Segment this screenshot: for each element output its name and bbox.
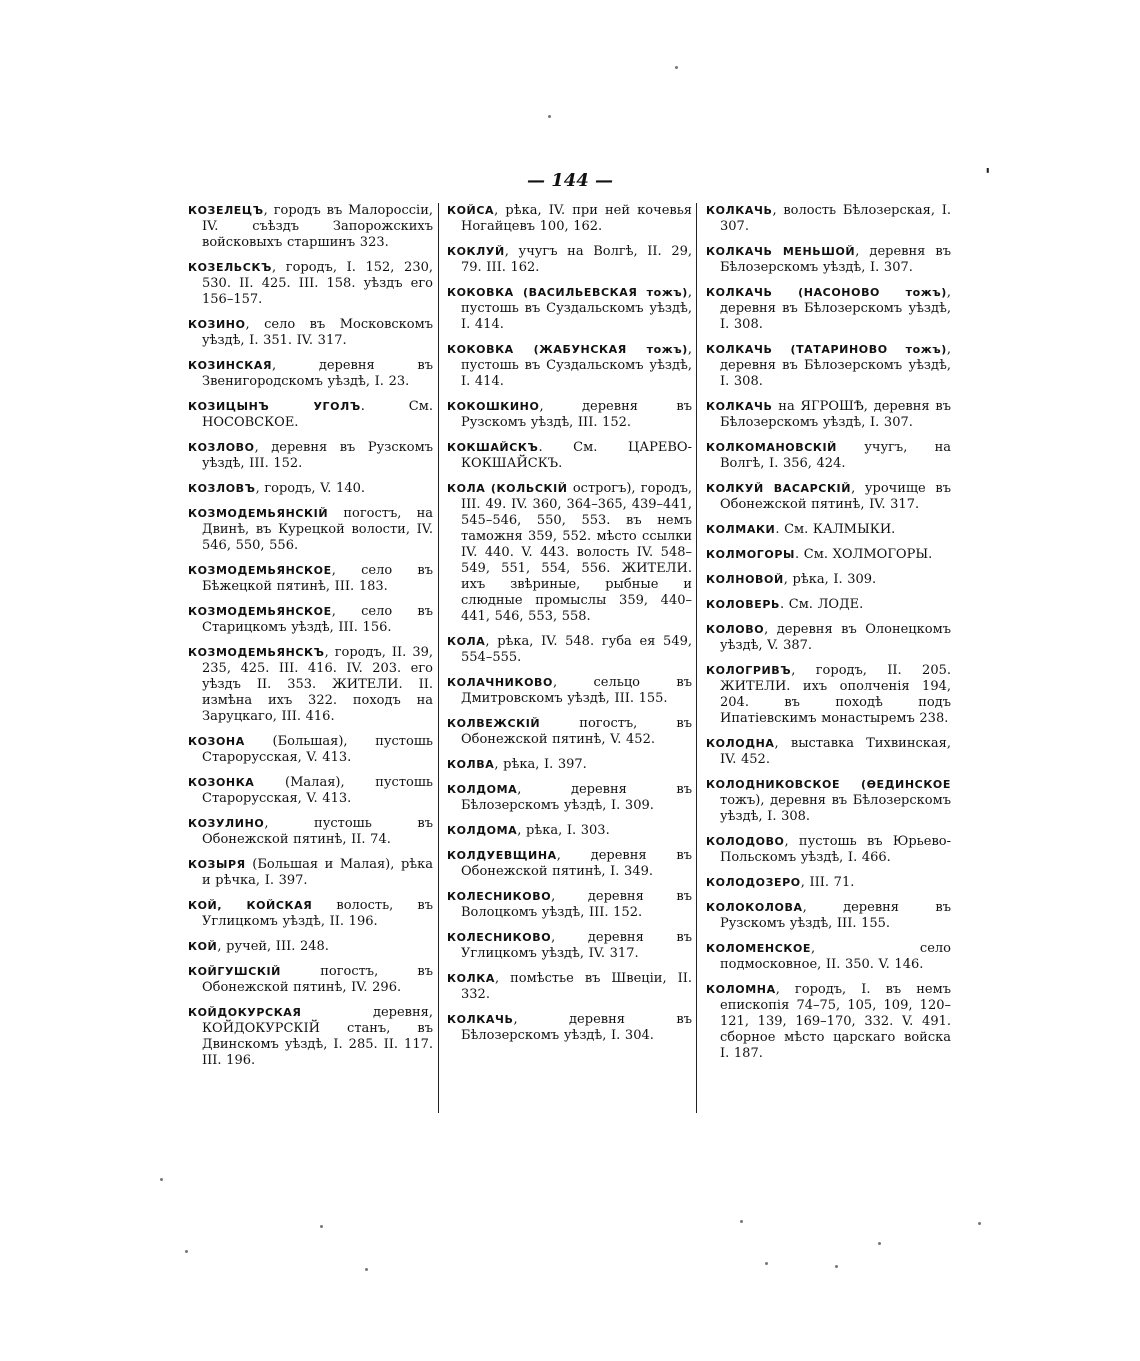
index-entry bbox=[188, 964, 433, 996]
entry-headword: КОЛОДОЗЕРО bbox=[706, 876, 801, 889]
index-entry bbox=[447, 440, 692, 472]
entry-headword: КОЗЛОВЪ bbox=[188, 482, 256, 495]
entry-headword: КОЛДУЕВЩИНА bbox=[447, 849, 557, 862]
index-entry bbox=[188, 440, 433, 472]
index-entry bbox=[706, 834, 951, 866]
entry-headword: КОЛВЕЖСКІЙ bbox=[447, 717, 541, 730]
scan-speck bbox=[878, 1242, 881, 1245]
entry-text: , село подмосковное, II. 350. V. 146. bbox=[720, 941, 951, 972]
entry-headword: КОЛА bbox=[447, 635, 486, 648]
entry-text: , деревня въ Бѣлозерскомъ уѣздѣ, I. 309. bbox=[461, 782, 692, 813]
index-column-3 bbox=[706, 203, 951, 1071]
entry-headword: КОЗИНО bbox=[188, 318, 246, 331]
index-entry bbox=[447, 782, 692, 814]
index-entry bbox=[706, 982, 951, 1062]
entry-text: , помѣстье въ Швеціи, II. 332. bbox=[461, 971, 692, 1002]
entry-text: , учугъ на Волгѣ, II. 29, 79. III. 162. bbox=[461, 244, 692, 275]
entry-headword: КОЛКАЧЬ bbox=[706, 400, 773, 413]
entry-text: , пустошь въ Обонежской пятинѣ, II. 74. bbox=[202, 816, 433, 847]
index-entry bbox=[447, 823, 692, 839]
index-entry bbox=[706, 736, 951, 768]
entry-headword: КОЛОДНА bbox=[706, 737, 775, 750]
entry-text: , деревня въ Бѣлозерскомъ уѣздѣ, I. 308. bbox=[720, 342, 951, 389]
entry-headword: КОЛОДНИКОВСКОЕ (ѲЕДИНСКОЕ bbox=[706, 778, 951, 791]
entry-headword: КОЛВА bbox=[447, 758, 495, 771]
entry-text: , сельцо въ Дмитровскомъ уѣздѣ, III. 155. bbox=[461, 675, 692, 706]
index-entry bbox=[706, 342, 951, 390]
index-entry bbox=[188, 358, 433, 390]
column-divider bbox=[438, 203, 439, 1113]
entry-headword: КОЗМОДЕМЬЯНСКОЕ bbox=[188, 564, 332, 577]
index-entry bbox=[447, 889, 692, 921]
entry-headword: КОЛОВО bbox=[706, 623, 765, 636]
index-entry bbox=[706, 622, 951, 654]
scan-speck bbox=[160, 1178, 163, 1181]
entry-text: , городъ, I. 152, 230, 530. II. 425. III. 158. уѣздъ его 156–157. bbox=[202, 260, 433, 307]
entry-text: , деревня въ Обонежской пятинѣ, I. 349. bbox=[461, 848, 692, 879]
entry-headword: КОЛЕСНИКОВО bbox=[447, 931, 552, 944]
index-entry bbox=[188, 203, 433, 251]
entry-text: , пустошь въ Суздальскомъ уѣздѣ, I. 414. bbox=[461, 285, 692, 332]
entry-headword: КОЗЫРЯ bbox=[188, 858, 246, 871]
entry-text: , городъ, I. въ немъ епископія 74–75, 105, 109, 120–121, 139, 169–170, 332. V. 491. сборное мѣсто царскаго войска I. 187. bbox=[720, 982, 951, 1061]
entry-text: , рѣка, IV. при ней кочевья Ногайцевъ 100, 162. bbox=[461, 203, 692, 234]
entry-text: острогъ), городъ, III. 49. IV. 360, 364–365, 439–441, 545–546, 550, 553. въ немъ таможня 359, 552. мѣсто ссылки IV. 440. V. 443. волость IV. 548–549, 551, 554, 556. ЖИТЕЛИ. ихъ звѣриные, рыбные и слюдные промыслы 359, 440–441, 546, 553, 558. bbox=[461, 481, 692, 624]
entry-text: , деревня въ Рузскомъ уѣздѣ, III. 152. bbox=[461, 399, 692, 430]
entry-text: , деревня въ Волоцкомъ уѣздѣ, III. 152. bbox=[461, 889, 692, 920]
index-entry bbox=[706, 399, 951, 431]
entry-text: (Большая и Малая), рѣка и рѣчка, I. 397. bbox=[202, 857, 433, 888]
index-entry bbox=[447, 481, 692, 625]
entry-text: , деревня въ Рузскомъ уѣздѣ, III. 152. bbox=[202, 440, 433, 471]
scan-speck bbox=[978, 1222, 981, 1225]
entry-headword: КОЛМОГОРЫ bbox=[706, 548, 795, 561]
entry-text: . См. КАЛМЫКИ. bbox=[775, 522, 896, 537]
index-entry bbox=[706, 481, 951, 513]
entry-headword: КОЛКАЧЬ bbox=[447, 1013, 514, 1026]
entry-headword: КОЗИНСКАЯ bbox=[188, 359, 273, 372]
entry-text: , городъ, V. 140. bbox=[255, 481, 365, 496]
index-entry bbox=[706, 663, 951, 727]
entry-headword: КОЗОНКА bbox=[188, 776, 255, 789]
entry-headword: КОЛКАЧЬ МЕНЬШОЙ bbox=[706, 245, 856, 258]
scan-speck bbox=[365, 1268, 368, 1271]
scan-speck bbox=[185, 1250, 188, 1253]
index-column-1 bbox=[188, 203, 433, 1078]
entry-headword: КОЛОВЕРЬ bbox=[706, 598, 780, 611]
entry-text: , пустошь въ Суздальскомъ уѣздѣ, I. 414. bbox=[461, 342, 692, 389]
entry-headword: КОЙГУШСКІЙ bbox=[188, 965, 281, 978]
entry-headword: КОЛКОМАНОВСКІЙ bbox=[706, 441, 837, 454]
entry-headword: КОЛКАЧЬ (ТАТАРИНОВО тожъ) bbox=[706, 343, 947, 356]
entry-text: , рѣка, I. 309. bbox=[783, 572, 877, 587]
index-entry bbox=[447, 675, 692, 707]
entry-headword: КОЗУЛИНО bbox=[188, 817, 265, 830]
index-entry bbox=[706, 900, 951, 932]
scan-speck bbox=[740, 1220, 743, 1223]
scan-speck bbox=[835, 1265, 838, 1268]
index-entry bbox=[706, 597, 951, 613]
entry-headword: КОКОВКА (ВАСИЛЬЕВСКАЯ тожъ) bbox=[447, 286, 688, 299]
entry-text: , выставка Тихвинская, IV. 452. bbox=[720, 736, 951, 767]
entry-text: погостъ, въ Обонежской пятинѣ, V. 452. bbox=[461, 716, 692, 747]
entry-headword: КОЛОГРИВЪ bbox=[706, 664, 792, 677]
entry-headword: КОЛНОВОЙ bbox=[706, 573, 784, 586]
index-entry bbox=[706, 547, 951, 563]
entry-text: , село въ Старицкомъ уѣздѣ, III. 156. bbox=[202, 604, 433, 635]
scan-speck bbox=[548, 115, 551, 118]
index-entry bbox=[447, 930, 692, 962]
entry-text: тожъ), деревня въ Бѣлозерскомъ уѣздѣ, I. 308. bbox=[720, 793, 951, 824]
index-entry bbox=[188, 317, 433, 349]
index-entry bbox=[447, 399, 692, 431]
entry-text: (Большая), пустошь Старорусская, V. 413. bbox=[202, 734, 433, 765]
entry-headword: КОКШАЙСКЪ bbox=[447, 441, 539, 454]
index-entry bbox=[447, 971, 692, 1003]
entry-headword: КОЗЕЛЕЦЪ bbox=[188, 204, 264, 217]
index-entry bbox=[188, 734, 433, 766]
entry-headword: КОЗИЦЫНЪ УГОЛЪ bbox=[188, 400, 361, 413]
entry-text: , рѣка, IV. 548. губа ея 549, 554–555. bbox=[461, 634, 692, 665]
index-entry bbox=[188, 604, 433, 636]
scan-speck bbox=[675, 66, 678, 69]
entry-headword: КОЛЕСНИКОВО bbox=[447, 890, 552, 903]
entry-text: , село въ Бѣжецкой пятинѣ, III. 183. bbox=[202, 563, 433, 594]
entry-headword: КОЙ, КОЙСКАЯ bbox=[188, 899, 313, 912]
entry-text: , III. 71. bbox=[800, 875, 855, 890]
scan-speck bbox=[320, 1225, 323, 1228]
index-entry bbox=[188, 775, 433, 807]
index-entry bbox=[706, 285, 951, 333]
index-entry bbox=[706, 522, 951, 538]
index-entry bbox=[447, 203, 692, 235]
index-entry bbox=[188, 939, 433, 955]
entry-headword: КОЛКУЙ ВАСАРСКІЙ bbox=[706, 482, 852, 495]
entry-headword: КОЛОДОВО bbox=[706, 835, 785, 848]
entry-text: . См. ХОЛМОГОРЫ. bbox=[795, 547, 933, 562]
index-entry bbox=[706, 244, 951, 276]
entry-text: , село въ Московскомъ уѣздѣ, I. 351. IV. 317. bbox=[202, 317, 433, 348]
entry-text: , ручей, III. 248. bbox=[217, 939, 329, 954]
index-entry bbox=[447, 285, 692, 333]
entry-text: , деревня въ Рузскомъ уѣздѣ, III. 155. bbox=[720, 900, 951, 931]
index-entry bbox=[447, 244, 692, 276]
index-entry bbox=[706, 875, 951, 891]
entry-text: на ЯГРОШѢ, деревня въ Бѣлозерскомъ уѣздѣ, I. 307. bbox=[720, 399, 951, 430]
entry-headword: КОЛОКОЛОВА bbox=[706, 901, 803, 914]
entry-headword: КОЗЕЛЬСКЪ bbox=[188, 261, 272, 274]
entry-text: , городъ въ Малороссіи, IV. съѣздъ Запорожскихъ войсковыхъ старшинъ 323. bbox=[202, 203, 433, 250]
scan-speck bbox=[765, 1262, 768, 1265]
entry-headword: КОЙСА bbox=[447, 204, 495, 217]
entry-text: , деревня въ Бѣлозерскомъ уѣздѣ, I. 304. bbox=[461, 1012, 692, 1043]
index-entry bbox=[188, 506, 433, 554]
entry-text: , деревня въ Углицкомъ уѣздѣ, IV. 317. bbox=[461, 930, 692, 961]
entry-headword: КОЛОМЕНСКОЕ bbox=[706, 942, 812, 955]
entry-headword: КОЛМАКИ bbox=[706, 523, 776, 536]
margin-mark: ' bbox=[985, 165, 991, 186]
index-entry bbox=[188, 260, 433, 308]
entry-text: волость, въ Углицкомъ уѣздѣ, II. 196. bbox=[202, 898, 433, 929]
index-entry bbox=[706, 203, 951, 235]
entry-headword: КОЛКАЧЬ (НАСОНОВО тожъ) bbox=[706, 286, 947, 299]
entry-headword: КОЗМОДЕМЬЯНСКІЙ bbox=[188, 507, 329, 520]
index-entry bbox=[706, 777, 951, 825]
column-divider bbox=[696, 203, 697, 1113]
entry-headword: КОЛАЧНИКОВО bbox=[447, 676, 553, 689]
entry-text: , пустошь въ Юрьево-Польскомъ уѣздѣ, I. 466. bbox=[720, 834, 951, 865]
entry-text: погостъ, на Двинѣ, въ Курецкой волости, IV. 546, 550, 556. bbox=[202, 506, 433, 553]
index-entry bbox=[447, 716, 692, 748]
index-entry bbox=[447, 1012, 692, 1044]
entry-headword: КОЛА (КОЛЬСКІЙ bbox=[447, 482, 568, 495]
entry-headword: КОЛДОМА bbox=[447, 824, 518, 837]
index-column-2 bbox=[447, 203, 692, 1053]
entry-text: , городъ, II. 205. ЖИТЕЛИ. ихъ ополченія 194, 204. въ походѣ подъ Ипатіевскимъ монастыремъ 238. bbox=[720, 663, 951, 726]
entry-text: . См. ЦАРЕВО-КОКШАЙСКЪ. bbox=[461, 440, 692, 471]
index-entry bbox=[188, 816, 433, 848]
index-entry bbox=[447, 342, 692, 390]
entry-text: , урочище въ Обонежской пятинѣ, IV. 317. bbox=[720, 481, 951, 512]
index-entry bbox=[188, 563, 433, 595]
index-entry bbox=[188, 857, 433, 889]
entry-headword: КОЗЛОВО bbox=[188, 441, 255, 454]
index-entry bbox=[706, 572, 951, 588]
entry-text: учугъ, на Волгѣ, I. 356, 424. bbox=[720, 440, 951, 471]
index-entry bbox=[706, 440, 951, 472]
index-entry bbox=[706, 941, 951, 973]
index-entry bbox=[188, 1005, 433, 1069]
index-entry bbox=[188, 645, 433, 725]
page-number: — 144 — bbox=[526, 170, 614, 191]
entry-headword: КОЗМОДЕМЬЯНСКЪ bbox=[188, 646, 325, 659]
entry-text: , деревня въ Звенигородскомъ уѣздѣ, I. 23. bbox=[202, 358, 433, 389]
entry-text: , деревня въ Олонецкомъ уѣздѣ, V. 387. bbox=[720, 622, 951, 653]
entry-text: погостъ, въ Обонежской пятинѣ, IV. 296. bbox=[202, 964, 433, 995]
entry-headword: КОЛКАЧЬ bbox=[706, 204, 773, 217]
entry-headword: КОКОВКА (ЖАБУНСКАЯ тожъ) bbox=[447, 343, 688, 356]
entry-text: , рѣка, I. 303. bbox=[517, 823, 610, 838]
entry-text: , городъ, II. 39, 235, 425. III. 416. IV. 203. его уѣздъ II. 353. ЖИТЕЛИ. II. измѣна ихъ 322. походъ на Заруцкаго, III. 416. bbox=[202, 645, 433, 724]
entry-text: , рѣка, I. 397. bbox=[494, 757, 587, 772]
entry-headword: КОЙДОКУРСКАЯ bbox=[188, 1006, 302, 1019]
entry-headword: КОЛКА bbox=[447, 972, 495, 985]
index-entry bbox=[447, 757, 692, 773]
entry-text: , волость Бѣлозерская, I. 307. bbox=[720, 203, 951, 234]
entry-headword: КОЗОНА bbox=[188, 735, 245, 748]
entry-text: деревня, КОЙДОКУРСКІЙ станъ, въ Двинскомъ уѣздѣ, I. 285. II. 117. III. 196. bbox=[202, 1005, 433, 1068]
index-entry bbox=[447, 848, 692, 880]
entry-headword: КОЛОМНА bbox=[706, 983, 776, 996]
index-entry bbox=[188, 481, 433, 497]
entry-text: . См. ЛОДЕ. bbox=[779, 597, 864, 612]
entry-headword: КОЛДОМА bbox=[447, 783, 518, 796]
index-entry bbox=[188, 898, 433, 930]
entry-text: , деревня въ Бѣлозерскомъ уѣздѣ, I. 308. bbox=[720, 285, 951, 332]
entry-text: . См. НОСОВСКОЕ. bbox=[202, 399, 433, 430]
entry-headword: КОКЛУЙ bbox=[447, 245, 505, 258]
entry-text: (Малая), пустошь Старорусская, V. 413. bbox=[202, 775, 433, 806]
index-entry bbox=[447, 634, 692, 666]
entry-headword: КОКОШКИНО bbox=[447, 400, 540, 413]
entry-headword: КОЗМОДЕМЬЯНСКОЕ bbox=[188, 605, 332, 618]
entry-headword: КОЙ bbox=[188, 940, 218, 953]
entry-text: , деревня въ Бѣлозерскомъ уѣздѣ, I. 307. bbox=[720, 244, 951, 275]
index-entry bbox=[188, 399, 433, 431]
